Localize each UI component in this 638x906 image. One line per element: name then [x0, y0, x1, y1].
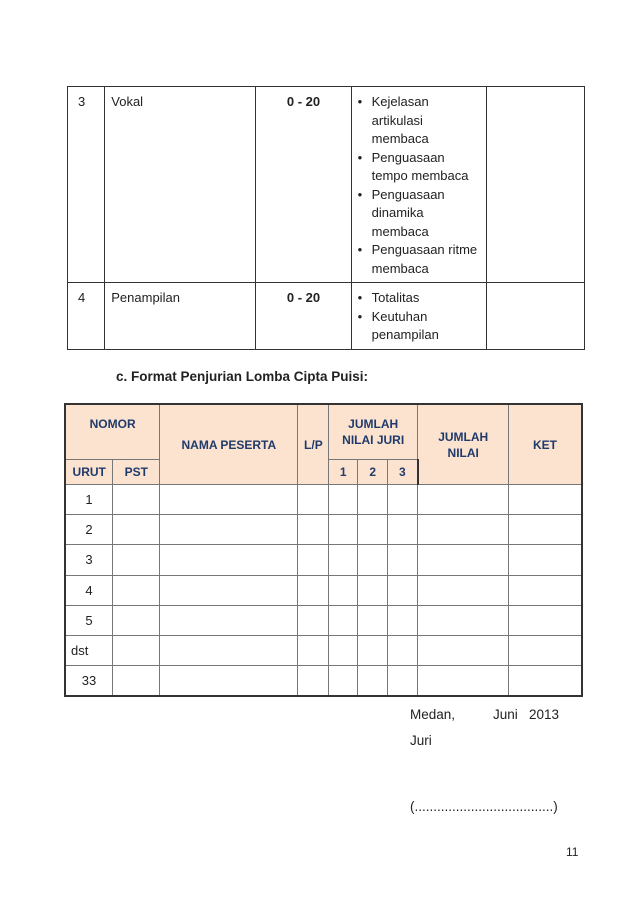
- form-cell: [298, 605, 329, 635]
- form-cell: [329, 635, 358, 665]
- criteria-score-range: 0 - 20: [256, 283, 351, 350]
- criteria-no: 3: [68, 87, 105, 283]
- row-number-text: 1: [85, 492, 93, 508]
- form-cell: [298, 485, 329, 515]
- criteria-score-range: 0 - 20: [256, 87, 351, 283]
- indicator-item: • Totalitas: [356, 289, 480, 308]
- form-cell: [329, 666, 358, 697]
- form-cell: [160, 545, 298, 575]
- form-cell: [160, 575, 298, 605]
- criteria-note: [486, 87, 584, 283]
- form-cell: [298, 666, 329, 697]
- form-cell: [388, 515, 418, 545]
- form-cell: [113, 575, 160, 605]
- form-cell: [358, 485, 388, 515]
- indicator-item: • Penguasaan dinamika membaca: [356, 186, 480, 242]
- row-number: [65, 605, 113, 635]
- form-cell: [358, 666, 388, 697]
- form-cell: [329, 485, 358, 515]
- form-cell: [298, 515, 329, 545]
- header-lp: L/P: [298, 404, 329, 485]
- row-number: [65, 635, 113, 665]
- form-cell: [160, 635, 298, 665]
- row-number-text: 2: [85, 522, 93, 538]
- form-cell: [388, 605, 418, 635]
- criteria-indicators: [351, 87, 486, 283]
- form-cell: [329, 605, 358, 635]
- form-cell: [508, 666, 582, 697]
- criteria-row: [68, 283, 585, 350]
- form-cell: [388, 635, 418, 665]
- indicator-item: • Penguasaan tempo membaca: [356, 149, 480, 186]
- form-cell: [113, 635, 160, 665]
- judging-form-table: [64, 403, 583, 697]
- form-cell: [113, 666, 160, 697]
- row-number: [65, 485, 113, 515]
- header-ket: KET: [508, 404, 582, 485]
- row-number-text: 33: [81, 673, 97, 689]
- form-cell: [113, 485, 160, 515]
- header-urut: URUT: [65, 460, 113, 485]
- form-cell: [418, 605, 509, 635]
- indicator-item: • Penguasaan ritme membaca: [356, 241, 480, 278]
- indicator-item: • Kejelasan artikulasi membaca: [356, 93, 480, 149]
- form-cell: [298, 575, 329, 605]
- header-juri-2: 2: [358, 460, 388, 485]
- signature-date: Juni 2013: [493, 707, 560, 722]
- criteria-row: [68, 87, 585, 283]
- form-cell: [358, 635, 388, 665]
- header-jumlah-nilai-juri: JUMLAH NILAI JURI: [329, 404, 418, 460]
- form-cell: [160, 666, 298, 697]
- header-pst: PST: [113, 460, 160, 485]
- section-heading: c. Format Penjurian Lomba Cipta Puisi:: [116, 369, 369, 384]
- form-cell: [329, 515, 358, 545]
- form-cell: [508, 515, 582, 545]
- indicator-list: [356, 93, 480, 278]
- form-row: [65, 635, 582, 665]
- row-number: [65, 575, 113, 605]
- form-cell: [388, 575, 418, 605]
- signature-place: Medan,: [410, 707, 456, 722]
- form-cell: [418, 545, 509, 575]
- signature-role: Juri: [410, 733, 432, 748]
- judging-form-body: [65, 485, 582, 697]
- form-cell: [113, 515, 160, 545]
- form-cell: [358, 605, 388, 635]
- form-cell: [388, 545, 418, 575]
- form-cell: [418, 666, 509, 697]
- header-juri-3: 3: [388, 460, 418, 485]
- form-cell: [160, 515, 298, 545]
- form-cell: [358, 545, 388, 575]
- form-cell: [329, 575, 358, 605]
- form-cell: [358, 575, 388, 605]
- row-number: [65, 666, 113, 697]
- form-cell: [388, 666, 418, 697]
- form-cell: [329, 545, 358, 575]
- form-cell: [113, 605, 160, 635]
- row-number-text: 4: [85, 582, 93, 598]
- indicator-list: [356, 289, 480, 345]
- form-cell: [298, 635, 329, 665]
- row-number-text: 3: [85, 552, 93, 568]
- form-cell: [298, 545, 329, 575]
- criteria-aspect: Vokal: [105, 87, 256, 283]
- header-nomor: NOMOR: [65, 404, 160, 460]
- form-cell: [508, 485, 582, 515]
- row-number-text: dst: [71, 643, 89, 659]
- form-cell: [113, 545, 160, 575]
- form-row: [65, 666, 582, 697]
- form-cell: [388, 485, 418, 515]
- header-jumlah-nilai: JUMLAH NILAI: [418, 404, 509, 485]
- form-cell: [358, 515, 388, 545]
- form-cell: [418, 575, 509, 605]
- header-nama-peserta: NAMA PESERTA: [160, 404, 298, 485]
- form-cell: [160, 485, 298, 515]
- form-cell: [418, 635, 509, 665]
- form-row: [65, 515, 582, 545]
- header-juri-1: 1: [329, 460, 358, 485]
- row-number-text: 5: [85, 612, 93, 628]
- form-row: [65, 605, 582, 635]
- indicator-item: • Keutuhan penampilan: [356, 308, 480, 345]
- page-number: 11: [566, 845, 579, 859]
- form-row: [65, 575, 582, 605]
- criteria-table-body: [68, 87, 585, 350]
- row-number: [65, 545, 113, 575]
- form-row: [65, 545, 582, 575]
- form-cell: [508, 545, 582, 575]
- criteria-aspect: Penampilan: [105, 283, 256, 350]
- criteria-note: [486, 283, 584, 350]
- row-number: [65, 515, 113, 545]
- form-cell: [508, 635, 582, 665]
- criteria-no: 4: [68, 283, 105, 350]
- form-cell: [508, 575, 582, 605]
- form-cell: [418, 515, 509, 545]
- form-cell: [160, 605, 298, 635]
- form-row: [65, 485, 582, 515]
- form-cell: [508, 605, 582, 635]
- criteria-table: [67, 86, 585, 350]
- form-cell: [418, 485, 509, 515]
- signature-name-line: (.....................................): [410, 799, 558, 814]
- criteria-indicators: [351, 283, 486, 350]
